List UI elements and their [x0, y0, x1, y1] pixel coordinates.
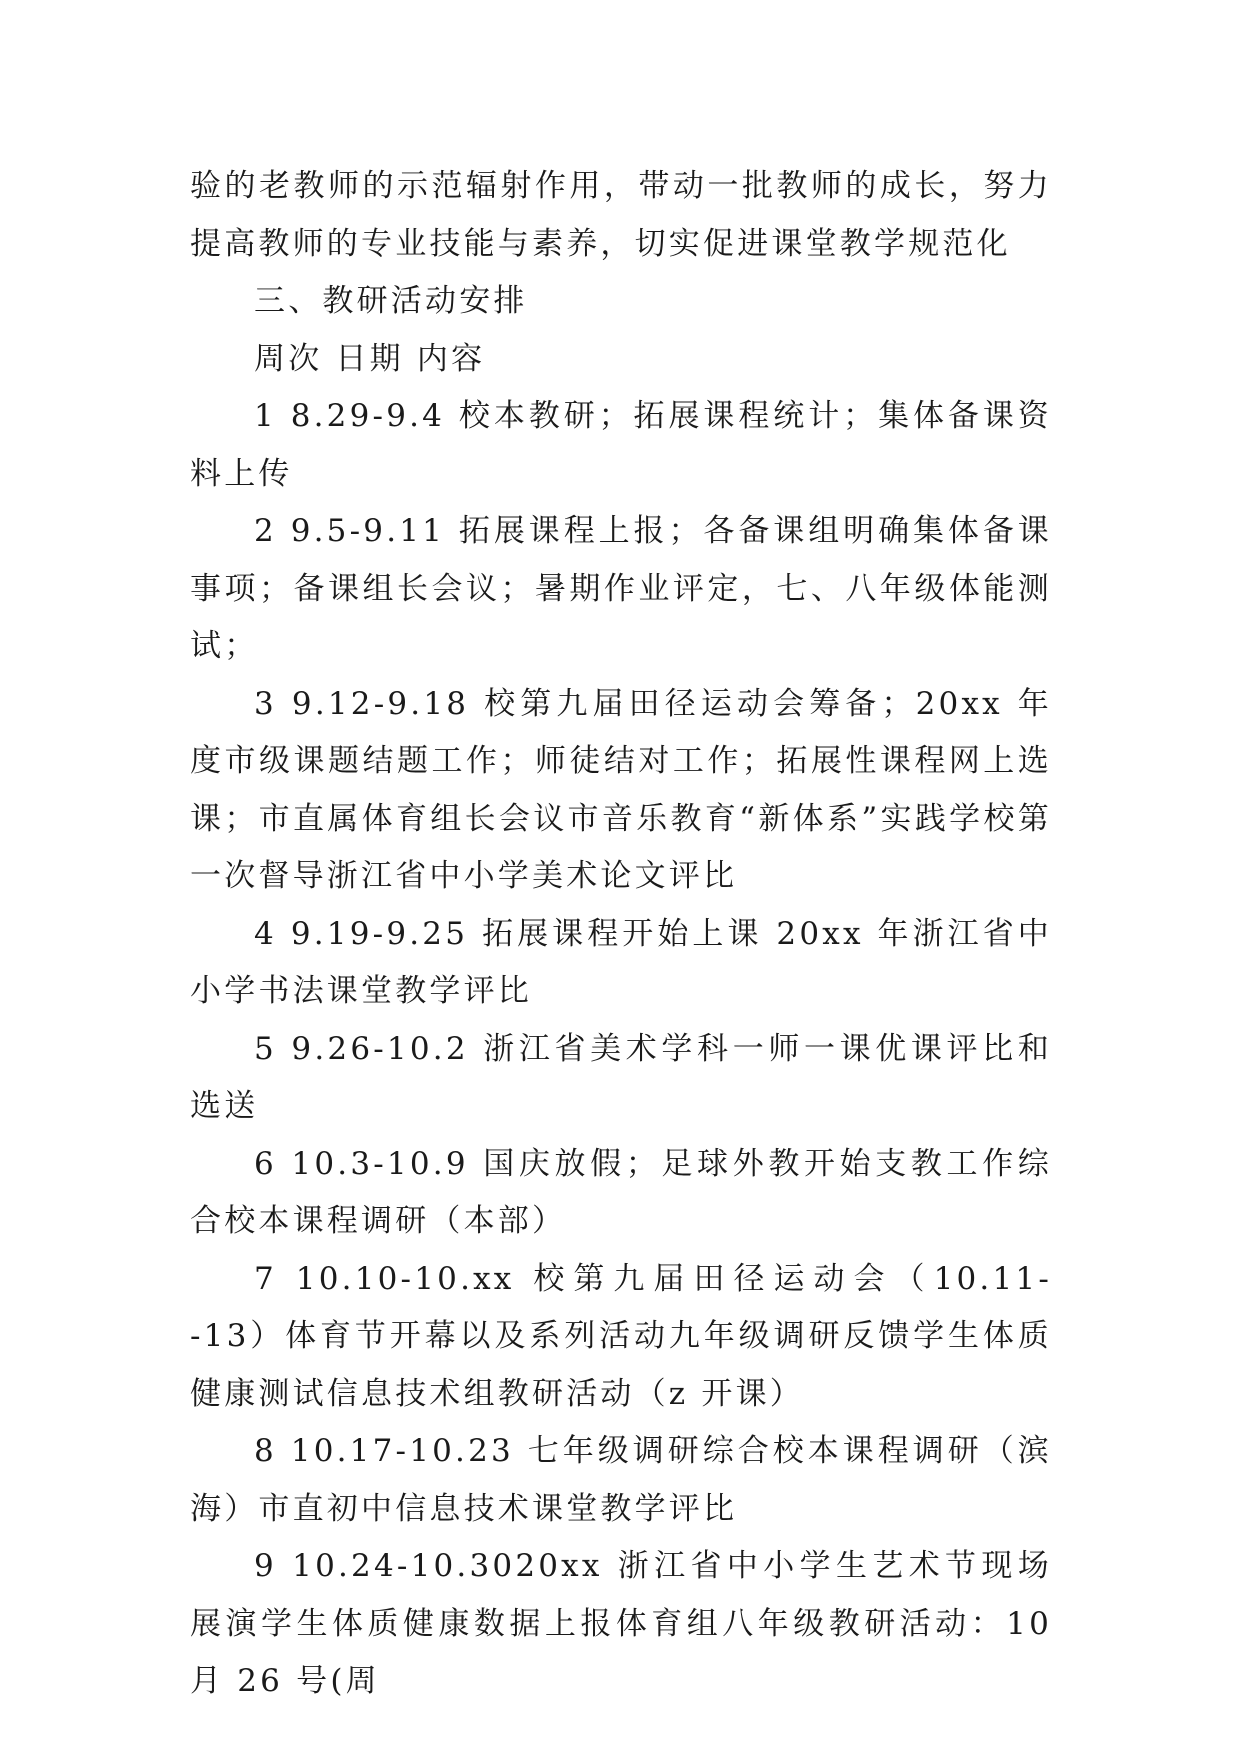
schedule-row: 7 10.10-10.xx 校第九届田径运动会（10.11--13）体育节开幕以及系列活动九年级调研反馈学生体质健康测试信息技术组教研活动（z 开课）	[190, 1260, 1052, 1412]
section-heading: 三、教研活动安排	[254, 283, 528, 319]
document-body	[190, 158, 1052, 1711]
schedule-row: 3 9.12-9.18 校第九届田径运动会筹备；20xx 年度市级课题结题工作；师徒结对工作；拓展性课程网上选课；市直属体育组长会议市音乐教育“新体系”实践学校第一次督导浙江省中小学美术论文评比	[190, 685, 1052, 894]
schedule-row: 2 9.5-9.11 拓展课程上报；各备课组明确集体备课事项；备课组长会议；暑期作业评定，七、八年级体能测试；	[190, 513, 1052, 664]
paragraph-continuation: 验的老教师的示范辐射作用，带动一批教师的成长，努力提高教师的专业技能与素养，切实促进课堂教学规范化	[190, 168, 1052, 262]
schedule-row: 6 10.3-10.9 国庆放假；足球外教开始支教工作综合校本课程调研（本部）	[190, 1145, 1052, 1239]
schedule-row: 1 8.29-9.4 校本教研；拓展课程统计；集体备课资料上传	[190, 398, 1052, 492]
schedule-row: 4 9.19-9.25 拓展课程开始上课 20xx 年浙江省中小学书法课堂教学评比	[190, 915, 1052, 1009]
schedule-row: 5 9.26-10.2 浙江省美术学科一师一课优课评比和选送	[190, 1030, 1052, 1124]
schedule-row: 9 10.24-10.3020xx 浙江省中小学生艺术节现场展演学生体质健康数据上报体育组八年级教研活动：10 月 26 号(周	[190, 1548, 1052, 1699]
schedule-row: 8 10.17-10.23 七年级调研综合校本课程调研（滨海）市直初中信息技术课堂教学评比	[190, 1433, 1052, 1527]
schedule-header: 周次 日期 内容	[254, 340, 486, 377]
